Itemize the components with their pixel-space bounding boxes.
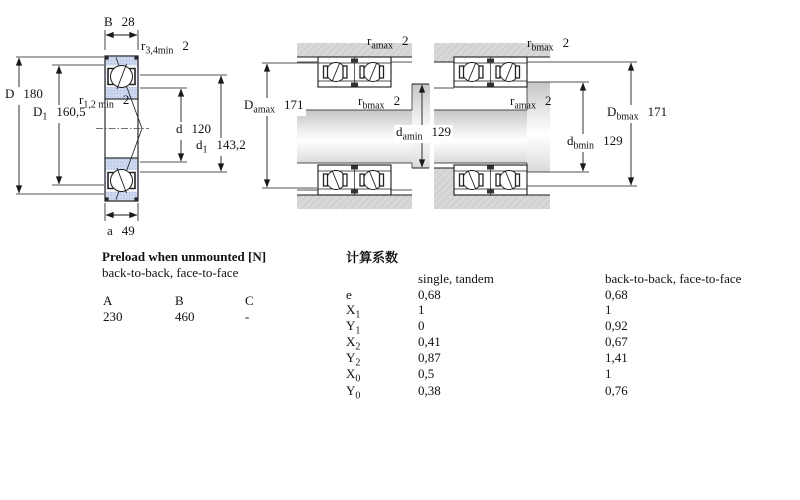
factor-value-single: 0,5 [418, 366, 435, 381]
factor-symbol: $X_2$ [346, 334, 361, 353]
dim-label-B: B 28 [104, 14, 135, 29]
factors-col1-header: single, tandem [418, 271, 494, 286]
bearing-pair-bottom [454, 165, 527, 195]
dim-label-r34: $r_{3,4min}$ 2 [141, 38, 189, 57]
dim-label-r-bmax-right: $r_{bmax}$ 2 [527, 35, 570, 54]
dim-label-r-amax-mid: $r_{amax}$ 2 [367, 33, 409, 52]
dim-label-r12: $r_{1,2 min}$ 2 [79, 92, 130, 111]
factor-value-paired: 1,41 [605, 350, 628, 365]
factor-symbol: e [346, 287, 352, 302]
dim-label-a: a 49 [107, 223, 135, 238]
dim-label-D-amax: $D_{amax}$ 171 [244, 97, 304, 116]
factor-value-paired: 0,92 [605, 318, 628, 333]
dim-label-D-bmax: $D_{bmax}$ 171 [607, 104, 668, 123]
bearing-pair-top [318, 57, 391, 87]
factor-value-single: 0,41 [418, 334, 441, 349]
factor-symbol: $Y_2$ [346, 350, 361, 369]
bearing-pair-bottom [318, 165, 391, 195]
factor-value-single: 0,38 [418, 383, 441, 398]
factor-value-paired: 0,76 [605, 383, 628, 398]
dim-label-r-bmax-mid: $r_{bmax}$ 2 [358, 93, 401, 112]
right-arrangement-diagram [434, 43, 637, 209]
preload-value-A: 230 [103, 309, 123, 324]
housing-bottom [297, 195, 412, 209]
factor-value-single: 0 [418, 318, 425, 333]
factor-value-paired: 1 [605, 302, 612, 317]
preload-header-C: C [245, 293, 254, 308]
dim-label-D1: $D_1$ 160,5 [33, 104, 86, 123]
factor-value-single: 0,68 [418, 287, 441, 302]
preload-title: Preload when unmounted [N] [102, 249, 267, 264]
factor-symbol: $X_1$ [346, 302, 361, 321]
dim-label-d-bmin: $d_{bmin}$ 129 [567, 133, 623, 152]
preload-value-B: 460 [175, 309, 195, 324]
factors-title: 计算系数 [346, 250, 399, 265]
dim-label-D: D 180 [3, 87, 45, 105]
dim-label-d1: $d_1$ 143,2 [196, 137, 246, 156]
housing-bottom [434, 195, 550, 209]
factors-col2-header: back-to-back, face-to-face [605, 271, 742, 286]
bearing-pair-top [454, 57, 527, 87]
factor-symbol: $Y_0$ [346, 383, 361, 402]
dim-label-r-amax-right: $r_{amax}$ 2 [510, 93, 552, 112]
factor-value-single: 0,87 [418, 350, 441, 365]
factor-value-paired: 0,68 [605, 287, 628, 302]
factor-value-paired: 0,67 [605, 334, 628, 349]
preload-subtitle: back-to-back, face-to-face [102, 265, 239, 280]
preload-header-A: A [103, 293, 113, 308]
factor-value-single: 1 [418, 302, 425, 317]
dim-label-d-amin: $d_{amin}$ 129 [396, 124, 451, 143]
dim-label-d: d 120 [174, 122, 213, 140]
preload-value-C: - [245, 309, 250, 324]
factor-symbol: $Y_1$ [346, 318, 361, 337]
preload-header-B: B [175, 293, 184, 308]
factor-value-paired: 1 [605, 366, 612, 381]
factor-symbol: $X_0$ [346, 366, 361, 385]
